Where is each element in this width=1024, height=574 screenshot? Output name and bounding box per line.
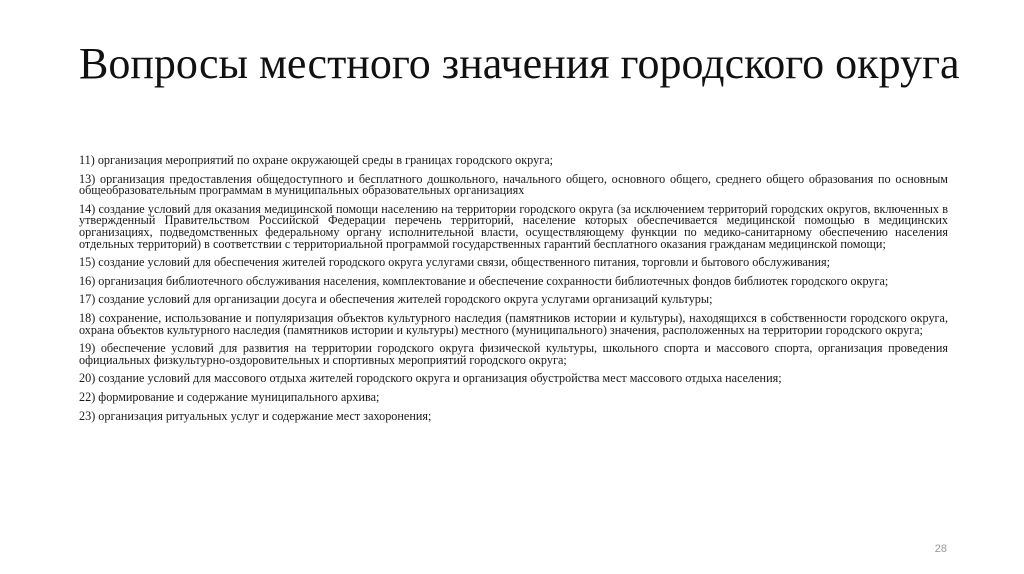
- list-item: 15) создание условий для обеспечения жителей городского округа услугами связи, общественного питания, торговли и бытового обслуживания;: [79, 255, 830, 270]
- page-number: 28: [934, 543, 947, 555]
- question-list: [79, 155, 948, 429]
- list-item: 18) сохранение, использование и популяризация объектов культурного наследия (памятников истории и культуры), находящихся в собственности городского округа, охрана объектов культурного наследия (памятников истории и культуры) местного (муниципального) значения, расположенных на территории городского округа;: [79, 310, 948, 337]
- slide-title: Вопросы местного значения городского округа: [79, 39, 960, 88]
- list-item: 16) организация библиотечного обслуживания населения, комплектование и обеспечение сохранности библиотечных фондов библиотек городского округа;: [79, 273, 889, 288]
- list-item: 20) создание условий для массового отдыха жителей городского округа и организация обустройства мест массового отдыха населения;: [79, 371, 782, 386]
- list-item: 13) организация предоставления общедоступного и бесплатного дошкольного, начального общего, основного общего, среднего общего образования по основным общеобразовательным программам в муниципальных образовательных организациях: [79, 171, 948, 198]
- list-item: 14) создание условий для оказания медицинской помощи населению на территории городского округа (за исключением территорий городских округов, включенных в утвержденный Правительством Российской Федерации перечень территорий, население которых обеспечивается медицинской помощью в медицинских организациях, подведомственных федеральному органу исполнительной власти, осуществляющему функции по медико-санитарному обеспечению населения отдельных территорий) в соответствии с территориальной программой государственных гарантий бесплатного оказания гражданам медицинской помощи;: [79, 201, 948, 251]
- list-item: 23) организация ритуальных услуг и содержание мест захоронения;: [79, 408, 432, 423]
- list-item: 22) формирование и содержание муниципального архива;: [79, 389, 380, 404]
- list-item: 17) создание условий для организации досуга и обеспечения жителей городского округа услугами организаций культуры;: [79, 292, 713, 307]
- list-item: 19) обеспечение условий для развития на территории городского округа физической культуры, школьного спорта и массового спорта, организация проведения официальных физкультурно-оздоровительных и спортивных мероприятий городского округа;: [79, 341, 948, 367]
- list-item: 11) организация мероприятий по охране окружающей среды в границах городского округа;: [79, 153, 553, 167]
